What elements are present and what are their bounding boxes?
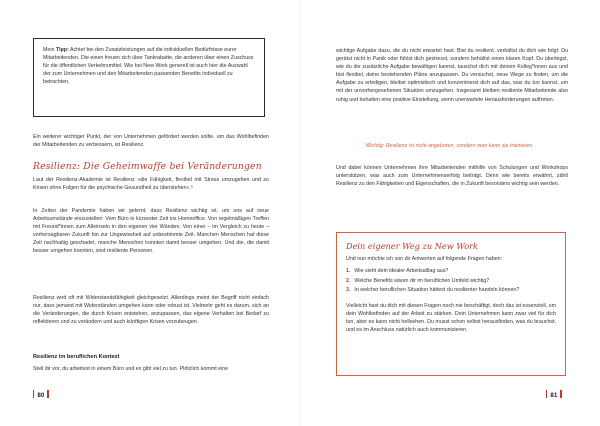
folio-number-right: 81 (550, 391, 558, 399)
question-text: In welcher beruflichen Situation hättest du resilienter handeln können? (354, 287, 520, 294)
paragraph-schulungen: Und dabei können Unternehmen ihre Mitarbeitenden mithilfe von Schulungen und Workshops unterstützen, was auch zum Unternehmenserfolg beiträgt. Denn wie bereits erwähnt, zählt Resilienz zu den Fähigkeiten und Eigenschaften, die in Zukunft besonders wichtig sein werden. (336, 165, 568, 188)
heading-resilienz: Resilienz: Die Geheimwaffe bei Veränderungen (33, 161, 262, 172)
tip-label: Tipp: (55, 47, 69, 53)
question-item (346, 286, 556, 296)
page-number-left (33, 390, 49, 399)
heading-kontext: Resilienz im beruflichen Kontext (33, 354, 120, 360)
question-text: Wie sieht dein idealer Arbeitsalltag aus? (354, 268, 449, 275)
question-item (346, 277, 556, 287)
paragraph-kontext: Stell dir vor, du arbeitest in einem Büro und es gibt viel zu tun. Plötzlich kommt eine (33, 366, 229, 372)
folio-bar-left (33, 390, 34, 398)
paragraph-widerstand: Resilienz wird oft mit Widerstandsfähigkeit gleichgesetzt. Allerdings meint der Begriff nicht einfach nur, dass jemand mit Widerständen umgehen kann oder robust ist. Vielmehr geht es darum, sich an die Veränderungen, die durch Krisen entstehen, anzupassen, das eigene Verhalten bei Bedarf zu reflektieren und zu verändern und auch künftigen Krisen vorzubeugen. (33, 295, 269, 326)
new-work-box (336, 232, 566, 376)
question-list (346, 267, 556, 296)
folio-bar-right-2 (560, 390, 561, 398)
question-item (346, 267, 556, 277)
folio-number-left: 80 (37, 391, 45, 399)
paragraph-intro: Ein weiterer wichtiger Punkt, der von Unternehmen gefördert werden sollte, um das Wohlbefinden der Mitarbeitenden zu verbessern, ist Resilienz. (33, 134, 269, 149)
question-number: 2. (346, 277, 351, 284)
box-outro: Vielleicht hast du dich mit diesen Fragen noch nie beschäftigt, doch das ist essenziell, um dein Wohlbefinden auf der Arbeit zu stärken. Dein Unternehmen kann zwar viel für dich tun, aber es kann nicht hellsehen. Du musst schon selbst herausfinden, was du brauchst, und es im Anschluss natürlich auch kommunizieren. (346, 302, 556, 333)
paragraph-continue: wichtige Aufgabe dazu, die du nicht erwartet hast. Bist du resilient, verhältst du dich wie folgt: Du gerätst nicht in Panik oder fühlst dich gestresst, sondern behältst einen klaren Kopf. Du überlegst, wie du die zusätzliche Aufgabe bewältigen kannst, tauschst dich mit deinen Kolleg*innen aus und bist flexibel, deine bestehenden Pläne anzupassen. Du versuchst, neue Wege zu finden, um die Aufgabe zu erledigen, bleibst optimistisch und konzentrierst dich auf das, was du tun kannst, um mit der unvorhergesehenen Situation umzugehen. Insgesamt bleiben resiliente Mitarbeitende also ruhig und behalten eine positive Einstellung, wenn unerwartete Herausforderungen auftreten. (336, 48, 568, 103)
box-intro: Und nun möchte ich von dir Antworten auf folgende Fragen haben: (346, 256, 503, 262)
folio-bar-left-2 (47, 390, 48, 398)
question-number: 3. (346, 287, 351, 294)
question-text: Welche Benefits wären dir im beruflichen Umfeld wichtig? (354, 277, 490, 284)
pull-quote: Wichtig: Resilienz ist nicht angeboren, sondern man kann sie trainieren. (365, 143, 534, 149)
paragraph-akademie: Laut der Resilienz-Akademie ist Resilienz »die Fähigkeit, flexibel mit Stress umzugehen und so Krisen ohne Folgen für die psychische Gesundheit zu überstehen«.⁵ (33, 177, 269, 192)
paragraph-pandemie: In Zeiten der Pandemie haben wir gelernt, dass Resilienz wichtig ist, um uns auf neue Arbeitsumstände einzustellen: Vom Büro in kürzester Zeit ins Homeoffice. Von regelmäßigen Treffen mit Freund*innen zum Alleinsein in den eigenen vier Wänden. Von einer – im Vergleich zu heute – vorhersagbaren Zukunft hin zur Ungewissheit auf unbestimmte Zeit. Manchen Menschen hat diese Zeit nachhaltig geschadet, manche Menschen konnten damit besser umgehen. Und die, die damit besser umgehen konnten, sind resiliente Personen. (33, 208, 269, 255)
tip-text: Achtet bei den Zusatzleistungen auf die individuellen Bedürfnisse eurer Mitarbeitenden. Die einen freuen sich über Tankrabatte, die anderen über einen Zuschuss für die öffentlichen Verkehrsmittel. Wie bei New Work generell ist auch hier die Auswahl der zum Unternehmen und den Mitarbeitenden passenden Benefits individuell zu betrachten. (43, 47, 254, 86)
page-number-right (546, 390, 562, 399)
tip-box (33, 38, 265, 117)
folio-bar-right (546, 390, 547, 398)
box-title: Dein eigener Weg zu New Work (346, 241, 478, 251)
question-number: 1. (346, 268, 351, 275)
tip-prefix: Mein (43, 47, 56, 53)
